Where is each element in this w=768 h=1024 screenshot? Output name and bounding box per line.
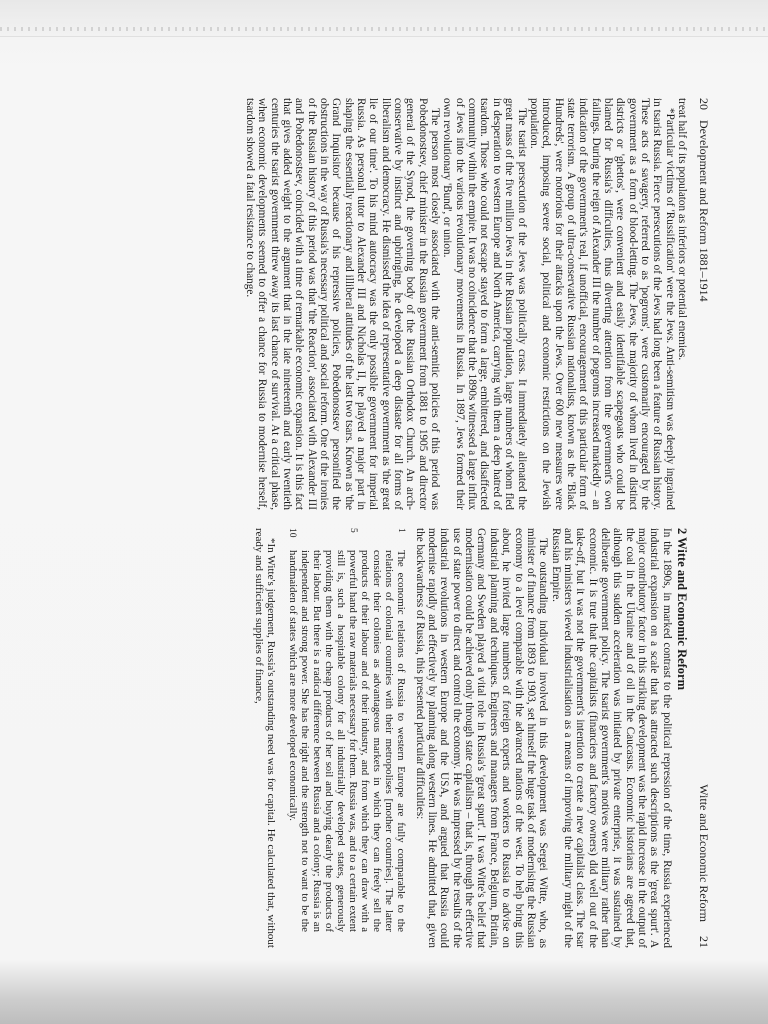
- left-paragraph-1: treat half of its populaton as inferiors or potential enemies.: [676, 98, 688, 361]
- left-page-header: [696, 98, 710, 510]
- right-page: [95, 528, 710, 948]
- quote-text: The economic relations of Russia to western Europe are fully comparable to the relations of colonial countries with their metropolises [mother countries]. The latter consider their colonies as advantageous markets in which they can freely sell the products of their labour and of their industry, and from which they can draw with a powerful hand the raw materials necessary for them. Russia was, and to a certain extent still is, such a hospitable colony for all industrially developed states, generously providing them with the cheap products of her soil and buying dearly the products of their labour. But there is a radical difference between Russia and a colony; Russia is an independent and strong power. She has the right and the strength not to want to be the handmaiden of states which are more developed economically.: [286, 550, 408, 932]
- left-page-number: 20: [697, 98, 711, 110]
- left-page: [95, 98, 710, 510]
- right-running-head: Witte and Economic Reform: [697, 784, 711, 922]
- left-paragraph-2: *Particular victims of 'Russification' were the Jews. Anti-semitism was deeply ingrained in tsarist Russia. Fierce persecutions of the Jews had long been a feature of Russian history. These acts of savagery, referred to as 'pogroms', were customarily encouraged by the government as a form of blood-letting. The Jews, the majority of whom lived in distinct districts or 'ghettos', were convenient and easily identifiable scapegoats who could be blamed for Russia's difficulties, thus diverting attention from the government's own failings. During the reign of Alexander III the number of pogroms increased markedly – an indication of the government's real, if unofficial, encouragement of this particular form of state terrorism. A group of ultra-conservative Russian nationalists, known as the 'Black Hundreds', were notorious for their attacks upon the Jews. Over 600 new measures were introduced, imposing severe social, political and economic restrictions on the Jewish population.: [527, 98, 676, 510]
- right-page-number: 21: [697, 936, 711, 948]
- right-footnote-paragraph: *In Witte's judgement, Russia's outstanding need was for capital. He calculated that, without ready and sufficient supplies of finance,: [253, 528, 278, 948]
- right-page-header: [696, 528, 710, 948]
- left-running-head: Development and Reform 1881–1914: [697, 120, 711, 302]
- left-paragraph-4: The person most closely associated with the anti-semitic policies of this period was Pobedonostsev, chief minister in the Russian government from 1881 to 1905 and director general of the Synod, the governing body of the Russian Orthodox Church. An arch-conservative by instinct and upbringing, he developed a deep distaste for all forms of liberalism and democracy. He dismissed the idea of representative government as 'the great lie of our time'. To his mind autocracy was the only possible government for imperial Russia. As personal tutor to Alexander III and Nicholas II, he played a major part in shaping the essentially reactionary and illiberal attitudes of the last two tsars. Known as 'the Grand Inquisitor' because of his repressive policies, Pobedonostsev personified the obstructions in the way of Russia's necessary political and social reform. One of the ironies of the Russian history of this period was that 'the Reaction', associated with Alexander III and Pobedonostsev, coincided with a time of remarkable economic expansion. It is this fact that gives added weight to the argument that in the late nineteenth and early twentieth centuries the tsarist government threw away its last chance of survival. At a critical phase, when economic developments seemed to offer a chance for Russia to modernise herself, tsardom showed a fatal resistance to change.: [243, 98, 442, 510]
- section-heading: 2 Witte and Economic Reform: [675, 528, 689, 691]
- quote-line-number-10: 10: [287, 528, 298, 538]
- quote-line-number-1: 1: [396, 528, 407, 533]
- right-paragraph-2: The outstanding individual involved in this development was Sergei Witte, who, as minister of finance from 1893 to 1903, set himself the huge task of modernising the Russian economy to a level comparable with the advanced nations of the west. To help bring this about, he invited large numbers of foreign experts and workers to Russia to advise on industrial planning and techniques. Engineers and managers from France, Belgium, Britain, Germany and Sweden played a vital role in Russia's 'great spurt'. It was Witte's belief that modernisation could be achieved only through state capitalism – that is, through the effective use of state power to direct and control the economy. He was impressed by the results of the industrial revolutions in western Europe and the USA, and argued that Russia could modernise rapidly and effectively by planning along western lines. He admitted that, given the backwardness of Russia, this presented particular difficulties:: [413, 528, 550, 948]
- witte-quotation: [287, 528, 408, 948]
- quote-line-number-5: 5: [348, 528, 359, 533]
- right-paragraph-1: In the 1890s, in marked contrast to the political repression of the time, Russia experienced industrial expansion on a scale that has attracted such descriptions as the 'great spurt'. A major contributory factor in this striking development was the rapid increase in the output of the coal in the Ukraine and of oil in the Caucasus. Economic historians are agreed that, although this sudden acceleration was initiated by private enterprise, it was sustained by deliberate government policy. The tsarist government's motives were military rather than economic. It is true that the capitalists (financiers and factory owners) did well out of the take-off, but it was not the government's intention to create a new capitalist class. The tsar and his ministers viewed industrialisation as a means of improving the military might of the Russian Empire.: [549, 528, 673, 948]
- left-paragraph-3: The tsarist persecution of the Jews was politically crass. It immediately alienated the great mass of the five million Jews in the Russian population, large numbers of whom fled in desperation to western Europe and North America, carrying with them a deep hatred of tsardom. Those who could not escape stayed to form a large, embittered, and disaffected community within the empire. It was no coincidence that the 1890s witnessed a large influx of Jews into the various revolutionary movements in Russia. In 1897, Jews formed their own revolutionary 'Bund', or union.: [441, 98, 528, 510]
